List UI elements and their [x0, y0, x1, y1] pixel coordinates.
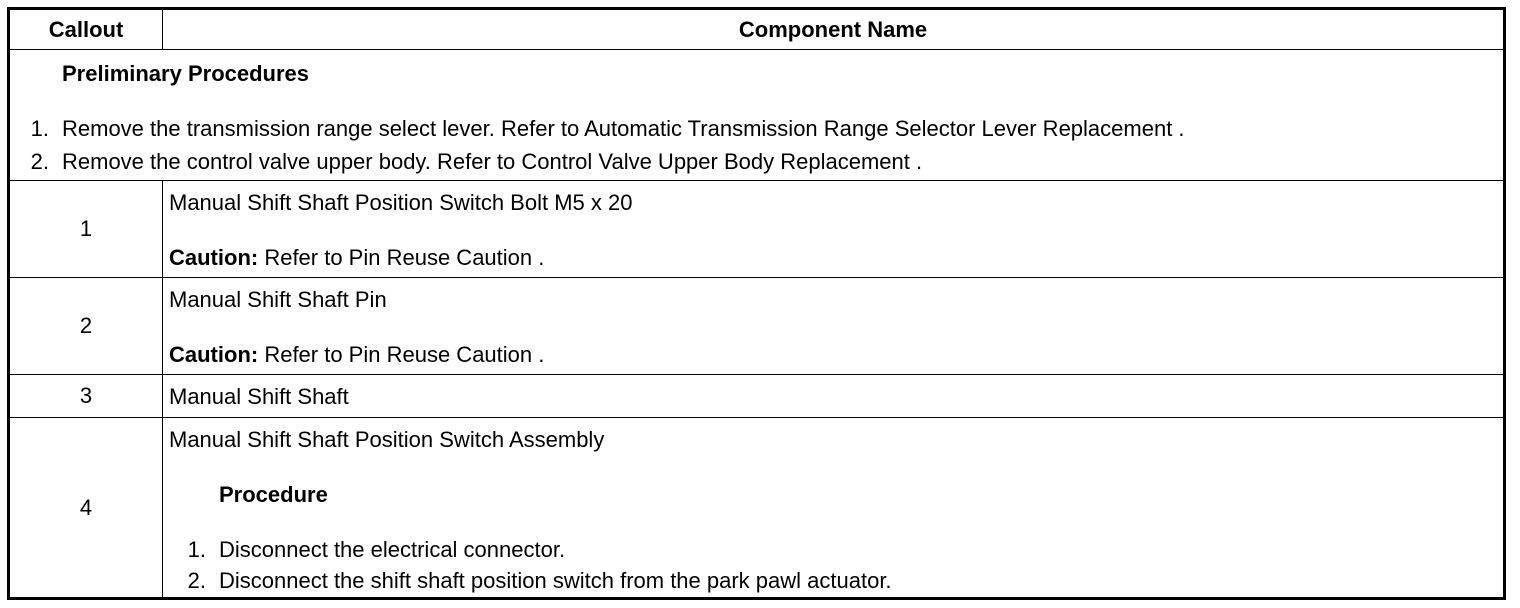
table-row [10, 418, 1503, 597]
callout-cell [10, 181, 163, 277]
component-cell [163, 278, 1503, 374]
component-cell [163, 181, 1503, 277]
header-component-cell [163, 10, 1503, 49]
caution-line [169, 342, 544, 368]
callout-number: 1 [79, 216, 93, 241]
procedure-step-2-num: 2. [187, 568, 206, 593]
callout-number: 2 [79, 313, 93, 338]
caution-label: Caution: [169, 342, 259, 367]
caution-text: Refer to Pin Reuse Caution . [258, 342, 545, 367]
preliminary-step-1-text: Remove the transmission range select lever. Refer to Automatic Transmission Range Selector Lever Replacement . [62, 116, 1185, 141]
procedure-step-1-num: 1. [187, 537, 206, 562]
component-name: Manual Shift Shaft [169, 384, 349, 409]
component-name: Manual Shift Shaft Pin [169, 287, 387, 312]
caution-line [169, 245, 544, 271]
component-cell [163, 375, 1503, 417]
caution-label: Caution: [169, 245, 259, 270]
table-header-row [10, 10, 1503, 50]
header-callout: Callout [48, 16, 124, 42]
procedure-title: Procedure [219, 482, 328, 507]
preliminary-step-1-num: 1. [30, 116, 49, 141]
component-name: Manual Shift Shaft Position Switch Bolt M5 x 20 [169, 190, 633, 215]
header-callout-cell [10, 10, 163, 49]
callout-number: 3 [79, 383, 93, 408]
callout-number: 4 [79, 494, 93, 520]
preliminary-step-2-num: 2. [30, 149, 49, 174]
component-cell [163, 418, 1503, 597]
callout-cell [10, 418, 163, 597]
preliminary-step-2-text: Remove the control valve upper body. Refer to Control Valve Upper Body Replacement . [62, 149, 923, 174]
component-table [7, 7, 1506, 600]
table-row [10, 278, 1503, 375]
procedure-step-2-text: Disconnect the shift shaft position switch from the park pawl actuator. [219, 568, 892, 593]
procedure-step-1-text: Disconnect the electrical connector. [219, 537, 566, 562]
callout-cell [10, 375, 163, 417]
preliminary-row [10, 50, 1503, 181]
caution-text: Refer to Pin Reuse Caution . [258, 245, 545, 270]
table-row [10, 375, 1503, 418]
component-name: Manual Shift Shaft Position Switch Assembly [169, 427, 605, 452]
header-component-name: Component Name [738, 16, 928, 42]
preliminary-title: Preliminary Procedures [62, 61, 310, 86]
table-row [10, 181, 1503, 278]
callout-cell [10, 278, 163, 374]
